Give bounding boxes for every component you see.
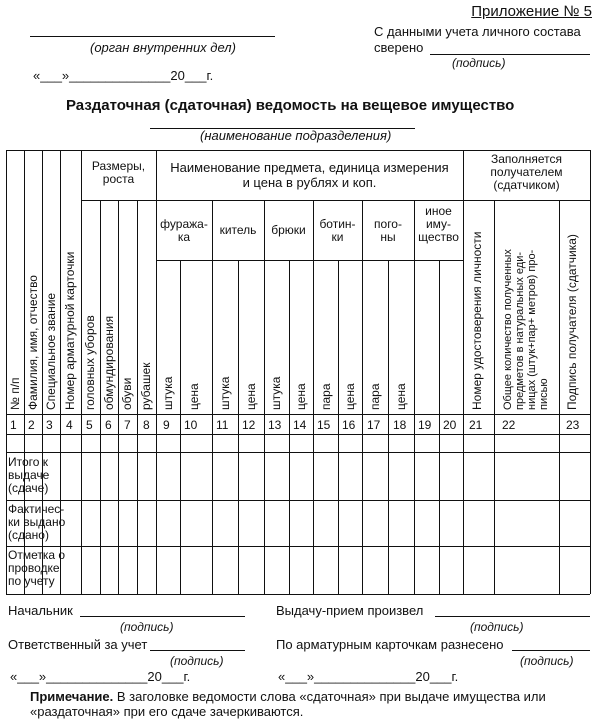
note-label: Примечание. — [30, 689, 114, 704]
item-tunic: китель — [219, 223, 257, 237]
col-total-qty-header: Общее количество полученных предметов в натуральных еди- ницах (штук+пар+ метров) про- писью — [502, 249, 550, 410]
col-rownum-header: № п/п — [8, 377, 22, 410]
org-underline — [30, 36, 275, 37]
col-number: 16 — [342, 418, 356, 432]
col-number: 12 — [242, 418, 256, 432]
subunit: цена — [187, 383, 201, 410]
verified-signature-caption: (подпись) — [452, 56, 506, 70]
col-number: 19 — [418, 418, 432, 432]
items-header: Наименование предмета, единица измерения и цена в рублях и коп. — [170, 160, 449, 190]
verified-underline — [430, 54, 590, 55]
receiver-header: Заполняется получателем (сдатчиком) — [490, 152, 563, 192]
responsible-signature-caption: (подпись) — [170, 654, 224, 668]
col-number: 14 — [293, 418, 307, 432]
sizes-header: Размеры, роста — [91, 159, 146, 186]
col-fio-header: Фамилия, имя, отчество — [26, 275, 40, 410]
col-number: 18 — [393, 418, 407, 432]
col-number: 20 — [443, 418, 457, 432]
col-number: 10 — [184, 418, 198, 432]
verified-line2: сверено — [374, 40, 424, 55]
note — [30, 689, 546, 719]
row-label-total: Итого к выдаче (сдаче) — [8, 455, 50, 495]
size-col-headwear: головных уборов — [83, 315, 97, 410]
header-date: «___»______________20___г. — [33, 68, 214, 83]
org-caption: (орган внутренних дел) — [90, 40, 236, 55]
size-col-uniform: обмундирования — [102, 315, 116, 410]
subunit: штука — [218, 376, 232, 410]
responsible-label: Ответственный за учет — [8, 637, 148, 652]
subunit: цена — [294, 383, 308, 410]
subunit: штука — [161, 376, 175, 410]
col-card-header: Номер арматурной карточки — [63, 251, 77, 410]
page-title: Раздаточная (сдаточная) ведомость на вещевое имущество — [66, 97, 515, 114]
col-number: 2 — [28, 418, 35, 432]
item-epaulets: пого- ны — [374, 217, 402, 244]
note-text: В заголовке ведомости слова «сдаточная» при выдаче имущества или «раздаточная» при его сдаче зачеркиваются. — [30, 689, 546, 719]
footer-date-right: «___»______________20___г. — [278, 669, 459, 684]
subunit: пара — [319, 383, 333, 410]
chief-label: Начальник — [8, 603, 73, 618]
issued-by-signature-caption: (подпись) — [470, 620, 524, 634]
cards-posted-signature-caption: (подпись) — [520, 654, 574, 668]
verified-line1: С данными учета личного состава — [374, 24, 581, 39]
subunit: цена — [343, 383, 357, 410]
col-number: 13 — [268, 418, 282, 432]
col-number: 17 — [367, 418, 381, 432]
footer-date-left: «___»______________20___г. — [10, 669, 191, 684]
col-number: 3 — [46, 418, 53, 432]
subunit: штука — [269, 376, 283, 410]
row-label-actual: Фактичес- ки выдано (сдано) — [8, 502, 66, 542]
col-number: 21 — [469, 418, 483, 432]
responsible-line[interactable] — [150, 650, 245, 651]
issued-by-label: Выдачу-прием произвел — [276, 603, 424, 618]
chief-signature-caption: (подпись) — [120, 620, 174, 634]
subunit: цена — [394, 383, 408, 410]
item-other: иное иму- щество — [418, 204, 459, 244]
size-col-shoes: обуви — [120, 377, 134, 410]
col-number: 6 — [105, 418, 112, 432]
col-number: 1 — [10, 418, 17, 432]
col-id-number-header: Номер удостоверения личности — [470, 231, 484, 410]
issued-by-line[interactable] — [435, 616, 590, 617]
appendix-label: Приложение № 5 — [471, 3, 592, 20]
col-number: 7 — [124, 418, 131, 432]
col-number: 15 — [317, 418, 331, 432]
subunit: цена — [244, 383, 258, 410]
col-number: 11 — [216, 418, 229, 432]
cards-posted-label: По арматурным карточкам разнесено — [276, 637, 504, 652]
col-number: 23 — [566, 418, 580, 432]
col-number: 22 — [502, 418, 516, 432]
subdivision-caption: (наименование подразделения) — [200, 128, 392, 143]
item-boots: ботин- ки — [319, 217, 356, 244]
col-number: 8 — [143, 418, 150, 432]
size-col-shirts: рубашек — [139, 362, 153, 410]
cards-posted-line[interactable] — [512, 650, 590, 651]
col-rank-header: Специальное звание — [44, 292, 58, 410]
col-signature-header: Подпись получателя (сдатчика) — [565, 234, 579, 410]
subunit: пара — [368, 383, 382, 410]
col-number: 4 — [66, 418, 73, 432]
col-number: 9 — [163, 418, 170, 432]
chief-line[interactable] — [80, 616, 245, 617]
item-trousers: брюки — [271, 223, 306, 237]
row-label-posting: Отметка о проводке по учету — [8, 548, 66, 588]
col-number: 5 — [86, 418, 93, 432]
item-cap: фуража- ка — [160, 217, 208, 244]
